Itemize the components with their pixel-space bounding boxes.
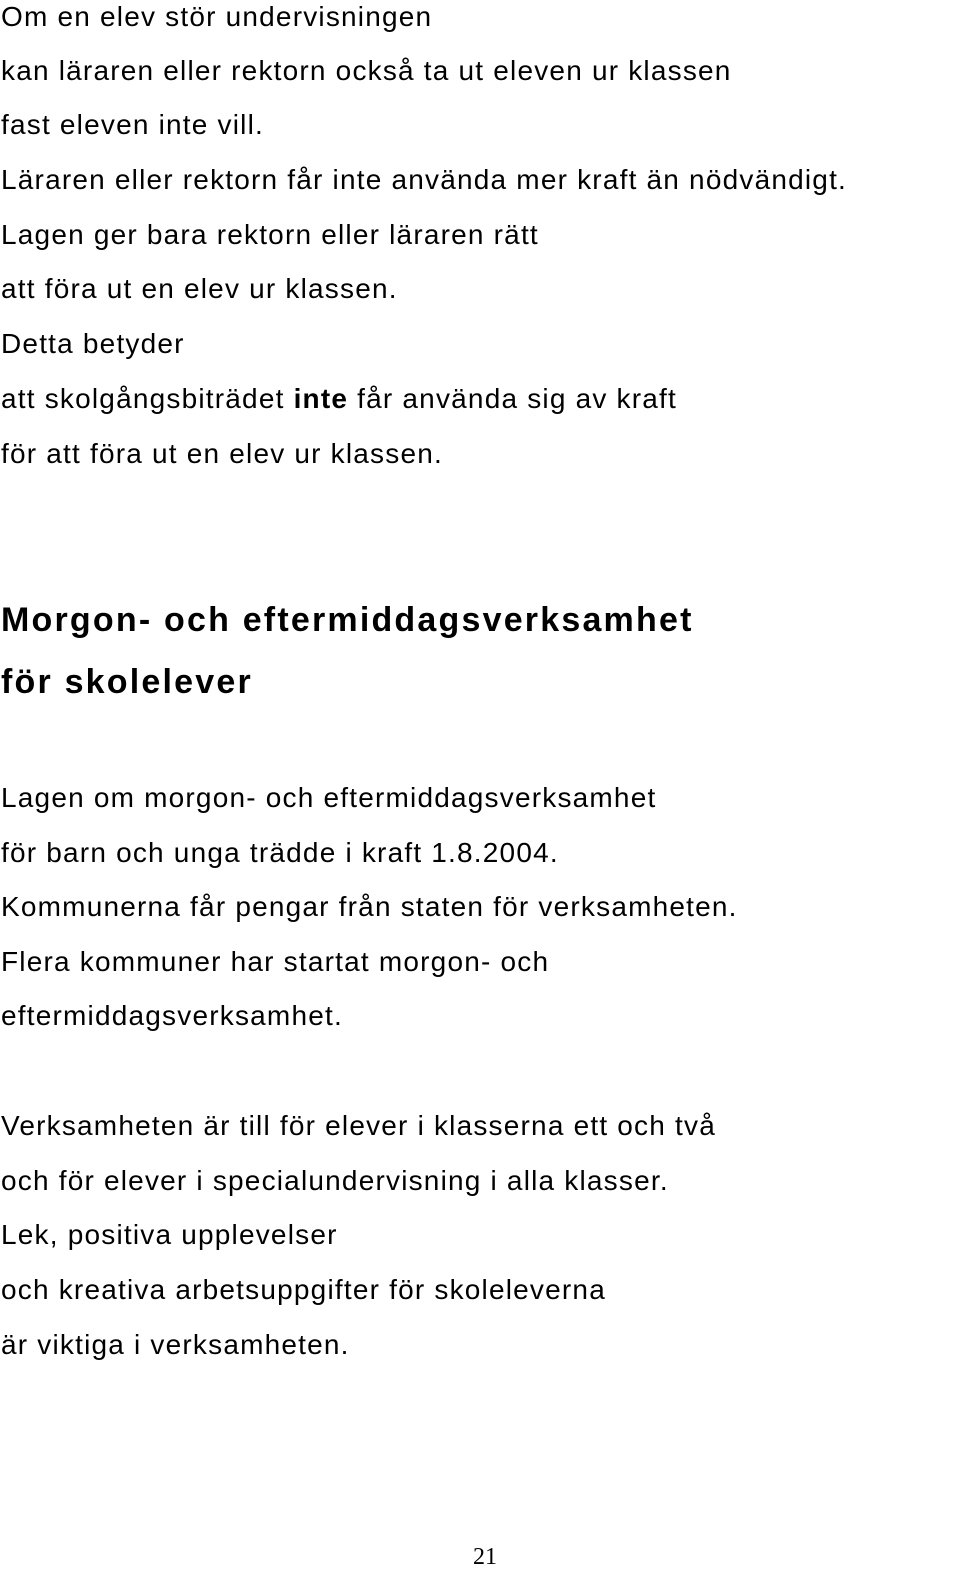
emphasis-before: att skolgångsbiträdet [1,383,294,414]
paragraph-line: eftermiddagsverksamhet. [1,1000,343,1031]
paragraph-line: och för elever i specialundervisning i alla klasser. [1,1165,669,1196]
emphasis-line [1,382,677,416]
paragraph-line: för att föra ut en elev ur klassen. [1,438,443,469]
paragraph-line: för barn och unga trädde i kraft 1.8.2004. [1,837,559,868]
emphasis-after: får använda sig av kraft [348,383,677,414]
paragraph-line: Kommunerna får pengar från staten för verksamheten. [1,891,738,922]
paragraph-line: Lek, positiva upplevelser [1,1219,338,1250]
page-number: 21 [473,1544,497,1570]
paragraph-line: kan läraren eller rektorn också ta ut eleven ur klassen [1,55,732,86]
emphasis-bold-word: inte [293,383,349,414]
paragraph-line: Lagen ger bara rektorn eller läraren rätt [1,219,539,250]
paragraph-line: Läraren eller rektorn får inte använda mer kraft än nödvändigt. [1,164,848,195]
paragraph-line: Detta betyder [1,328,185,359]
paragraph-line: Om en elev stör undervisningen [1,1,433,32]
section-heading-line-2: för skolelever [1,663,253,701]
paragraph-line: och kreativa arbetsuppgifter för skoleleverna [1,1274,606,1305]
paragraph-line: att föra ut en elev ur klassen. [1,273,398,304]
paragraph-line: Verksamheten är till för elever i klasserna ett och två [1,1110,716,1141]
section-heading-line-1: Morgon- och eftermiddagsverksamhet [1,601,694,639]
paragraph-line: fast eleven inte vill. [1,109,264,140]
paragraph-line: är viktiga i verksamheten. [1,1329,350,1360]
paragraph-line: Flera kommuner har startat morgon- och [1,946,550,977]
paragraph-line: Lagen om morgon- och eftermiddagsverksamhet [1,782,657,813]
